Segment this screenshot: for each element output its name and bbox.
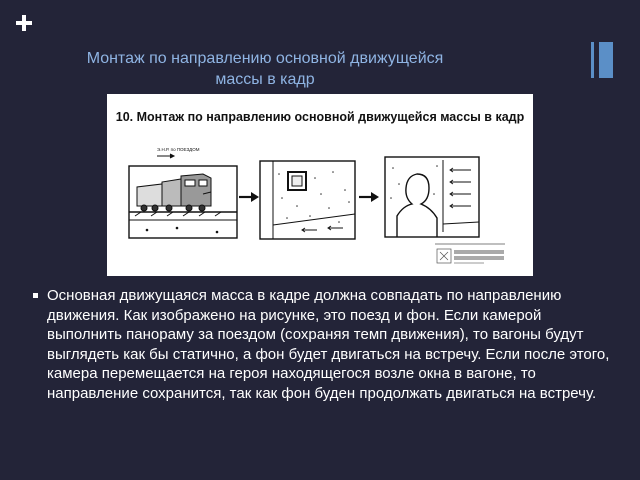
panel-train (129, 147, 237, 238)
arrow-right-icon-2 (359, 192, 379, 202)
bullet-icon (33, 293, 38, 298)
accent-bar-thin (591, 42, 594, 78)
accent-bar-thick (599, 42, 613, 78)
camera-annotation: Э.Н.Р. по ПОЕЗДОМ (157, 147, 200, 152)
panel-passenger (385, 157, 479, 237)
bullet-list (33, 286, 615, 404)
list-item (33, 286, 615, 404)
panel-window (260, 161, 355, 239)
publisher-logo (435, 244, 505, 264)
plus-decoration-horizontal (16, 21, 32, 25)
storyboard-drawing (107, 94, 533, 276)
illustration-figure (107, 94, 533, 276)
slide-title: Монтаж по направлению основной движущейся массы в кадр (86, 50, 444, 88)
bullet-text: Основная движущаяся масса в кадре должна совпадать по направлению движения. Как изображено на рисунке, это поезд и фон. Если камерой выполнить панораму за поездом (сохраняя темп движения), то вагоны будут выглядеть как бы статично, а фон будет двигаться на встречу. Если после этого, камера перемещается на героя находящегося возле окна в вагоне, то направление сохранится, так как фон буден продолжать двигаться на встречу. (47, 287, 610, 402)
arrow-right-icon-1 (239, 192, 259, 202)
figure-title: 10. Монтаж по направлению основной движущейся массы в кадр (115, 110, 525, 124)
